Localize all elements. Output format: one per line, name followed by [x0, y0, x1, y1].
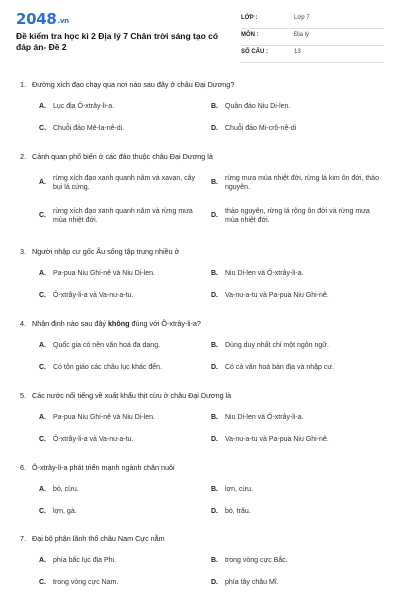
option-letter: C.: [39, 436, 46, 443]
info-row-subject: [241, 29, 384, 46]
option-letter: D.: [211, 436, 218, 443]
logo-suffix: .vn: [57, 17, 69, 25]
question-number: 7.: [20, 534, 26, 543]
question-number: 4.: [20, 319, 26, 328]
option-text: Quốc gia có nền văn hoá đa dạng.: [53, 342, 161, 349]
option-text: rừng mưa mùa nhiệt đới, rừng lá kim ôn đới, thảo nguyên.: [225, 175, 379, 191]
info-row-class: [241, 12, 384, 29]
question-prompt: Người nhập cư gốc Âu sống tập trung nhiều ở: [32, 247, 180, 256]
question-number: 2.: [20, 152, 26, 161]
option-letter: B.: [211, 557, 218, 564]
option-text: Va-nu-a-tu và Pa-pua Niu Ghi-nê.: [225, 436, 329, 443]
question-number: 1.: [20, 80, 26, 89]
question-text: [20, 152, 384, 161]
question-6: [20, 463, 384, 525]
question-prompt-end: đúng với Ô-xtrây-li-a?: [129, 319, 201, 328]
option-letter: A.: [39, 342, 46, 349]
option-letter: C.: [39, 579, 46, 586]
info-value: Lớp 7: [294, 15, 310, 21]
option-letter: D.: [211, 508, 218, 515]
document-header: [16, 10, 384, 64]
option-text: Có cả văn hoá bản địa và nhập cư.: [225, 364, 334, 371]
question-number: 6.: [20, 463, 26, 472]
question-prompt: Nhận định nào sau đây: [32, 319, 108, 328]
question-2: [20, 152, 384, 232]
option-text: Ô-xtrây-li-a và Va-nu-a-tu.: [53, 436, 134, 443]
option-letter: C.: [39, 292, 46, 299]
info-label: SỐ CÂU :: [241, 49, 268, 55]
option-text: phía tây châu Mĩ.: [225, 579, 279, 586]
option-letter: B.: [211, 179, 218, 186]
question-1: [20, 80, 384, 142]
option-letter: D.: [211, 125, 218, 132]
option-letter: D.: [211, 579, 218, 586]
info-label: MÔN :: [241, 32, 259, 38]
option-letter: C.: [39, 125, 46, 132]
question-emphasis: không: [107, 319, 130, 328]
option-letter: B.: [211, 270, 218, 277]
info-value: Địa lý: [294, 32, 310, 38]
info-row-count: [241, 46, 384, 63]
option-text: Va-nu-a-tu và Pa-pua Niu Ghi-nê.: [225, 292, 329, 299]
question-prompt: Ô-xtrây-li-a phát triển mạnh ngành chăn nuôi: [32, 463, 175, 472]
option-letter: C.: [39, 508, 46, 515]
option-text: Lục địa Ô-xtrây-li-a.: [53, 103, 115, 110]
question-text: [20, 247, 384, 256]
question-prompt: Các nước nổi tiếng về xuất khẩu thịt cừu ở châu Đại Dương là: [32, 391, 232, 400]
option-text: Có tôn giáo các châu lục khác đến.: [53, 364, 162, 371]
option-letter: C.: [39, 212, 46, 219]
option-letter: D.: [211, 212, 218, 219]
option-text: trong vòng cực Nam.: [53, 579, 119, 586]
info-label: LỚP :: [241, 15, 258, 21]
option-text: Pa-pua Niu Ghi-nê và Niu Di-len.: [53, 414, 155, 421]
question-number: 5.: [20, 391, 26, 400]
question-3: [20, 247, 384, 309]
question-7: [20, 534, 384, 594]
option-text: rừng xích đạo xanh quanh năm và xavan, cây bụi lá cứng.: [53, 175, 196, 191]
option-letter: D.: [211, 292, 218, 299]
option-letter: B.: [211, 486, 218, 493]
option-text: Pa-pua Niu Ghi-nê và Niu Di-len.: [53, 270, 155, 277]
option-text: Dùng duy nhất chỉ một ngôn ngữ.: [225, 342, 329, 349]
question-text: [20, 80, 384, 89]
option-text: trong vòng cực Bắc.: [225, 557, 288, 564]
option-text: lợn, cừu.: [225, 486, 253, 493]
option-text: Niu Di-len và Ô-xtrây-li-a.: [225, 414, 304, 421]
question-prompt: Cảnh quan phổ biến ở các đảo thuộc châu Đại Dương là: [32, 152, 213, 161]
option-text: Niu Di-len và Ô-xtrây-li-a.: [225, 270, 304, 277]
info-value: 13: [294, 49, 301, 55]
question-5: [20, 391, 384, 453]
option-text: bò, trâu.: [225, 508, 251, 515]
page-title: Đề kiểm tra học kì 2 Địa lý 7 Chân trời sáng tạo có đáp án- Đề 2: [16, 31, 219, 52]
option-text: Chuỗi đảo Mi-crô-nê-di: [225, 125, 297, 132]
option-text: Chuỗi đảo Mê-la-nê-di.: [53, 125, 125, 132]
option-letter: A.: [39, 486, 46, 493]
option-letter: A.: [39, 179, 46, 186]
option-letter: B.: [211, 342, 218, 349]
question-text: [20, 391, 384, 400]
site-logo[interactable]: [16, 10, 69, 28]
option-text: rừng xích đạo xanh quanh năm và rừng mưa mùa nhiệt đới.: [53, 208, 193, 224]
option-letter: B.: [211, 414, 218, 421]
exam-info: [241, 12, 384, 63]
option-text: lợn, gà.: [53, 508, 77, 515]
option-text: phía bắc lục địa Phi.: [53, 557, 117, 564]
question-text: [20, 463, 384, 472]
option-letter: A.: [39, 414, 46, 421]
question-prompt: Đại bộ phận lãnh thổ châu Nam Cực nằm: [32, 534, 165, 543]
question-number: 3.: [20, 247, 26, 256]
option-text: Quần đảo Niu Di-len.: [225, 103, 291, 110]
question-4: [20, 319, 384, 381]
question-text: [20, 534, 384, 543]
option-letter: A.: [39, 270, 46, 277]
logo-text: 2048: [16, 10, 57, 28]
option-letter: B.: [211, 103, 218, 110]
option-letter: A.: [39, 103, 46, 110]
option-letter: D.: [211, 364, 218, 371]
question-text: [20, 319, 384, 328]
option-text: bò, cừu.: [53, 486, 79, 493]
option-text: thảo nguyên, rừng lá rộng ôn đới và rừng mưa mùa nhiệt đới.: [225, 208, 370, 224]
option-text: Ô-xtrây-li-a và Va-nu-a-tu.: [53, 292, 134, 299]
option-letter: A.: [39, 557, 46, 564]
question-prompt: Đường xích đạo chạy qua nơi nào sau đây ở châu Đại Dương?: [32, 80, 235, 89]
option-letter: C.: [39, 364, 46, 371]
